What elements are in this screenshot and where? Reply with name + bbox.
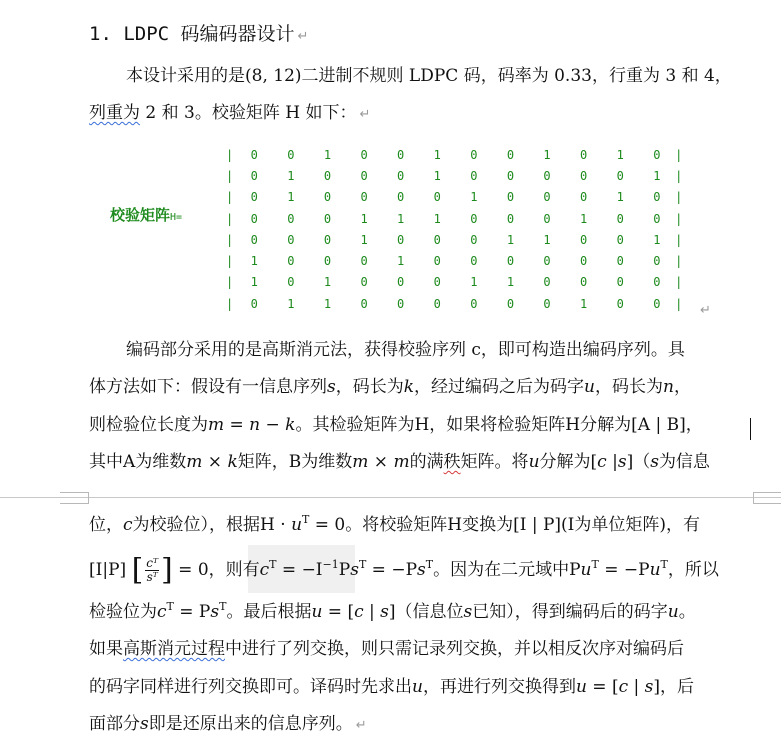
matrix-cell: 1	[433, 211, 441, 226]
text-run: 。其检验矩阵为H，如果将检验矩阵H分解为[A | B]，	[295, 415, 703, 435]
matrix-cell: 0	[616, 211, 624, 226]
text-run: = −P	[598, 560, 650, 580]
text-run: n	[663, 377, 674, 397]
matrix-cell: 1	[580, 296, 588, 311]
text-run: 体方法如下：假设有一信息序列	[89, 377, 327, 397]
matrix-cell: 0	[653, 211, 661, 226]
matrix-cell: 0	[433, 190, 441, 205]
matrix-cell: 1	[360, 211, 368, 226]
parity-check-matrix	[226, 144, 685, 314]
text-run: u	[580, 560, 592, 580]
matrix-cell: 0	[616, 254, 624, 269]
matrix-cell: 0	[433, 275, 441, 290]
matrix-cell: 0	[470, 211, 478, 226]
matrix-cell: 0	[287, 254, 295, 269]
heading-text: 1. LDPC 码编码器设计	[89, 23, 295, 45]
matrix-label-suffix: H=	[170, 212, 183, 223]
matrix-bar-left: |	[226, 232, 234, 247]
spell-check-underline[interactable]: 高斯消元过程	[123, 639, 225, 659]
text-run: u	[584, 377, 595, 397]
matrix-cell: 0	[250, 190, 258, 205]
matrix-cell: 0	[543, 190, 551, 205]
text-run: 即是还原出来的信息序列。	[148, 714, 353, 734]
para2-line3	[89, 414, 703, 436]
text-run: m × m	[352, 452, 410, 472]
matrix-cell: 0	[580, 275, 588, 290]
text-run: 分解为[	[539, 452, 598, 472]
text-run: c	[618, 677, 629, 697]
matrix-bar-left: |	[226, 296, 234, 311]
matrix-cell: 1	[543, 232, 551, 247]
matrix-bar-left: |	[226, 211, 234, 226]
matrix-cell: 0	[506, 296, 515, 311]
text-run: c	[123, 515, 133, 535]
text-run: [I|P]	[89, 560, 132, 580]
matrix-bar-right: |	[675, 168, 683, 183]
text-run: 。	[678, 602, 696, 622]
text-run: = −I	[276, 560, 323, 580]
text-run: s	[650, 452, 659, 472]
text-run: ，再进行列交换得到	[422, 677, 576, 697]
matrix-row	[226, 165, 685, 186]
matrix-bar-left: |	[226, 190, 234, 205]
matrix-cell: 0	[470, 232, 478, 247]
matrix-cell: 0	[470, 296, 478, 311]
text-run: = 0。将校验矩阵H变换为[I | P](I为单位矩阵)，有	[309, 515, 701, 535]
matrix-cell: 1	[433, 168, 441, 183]
matrix-row	[226, 229, 685, 250]
para2-line8	[89, 638, 684, 660]
matrix-cell: 0	[506, 254, 515, 269]
matrix-cell: 0	[616, 296, 624, 311]
matrix-cell: 0	[323, 254, 332, 269]
matrix-cell: 1	[250, 254, 258, 269]
matrix-cell: 1	[323, 296, 332, 311]
matrix-cell: 1	[653, 168, 661, 183]
spell-check-underline-red[interactable]: 秩	[443, 452, 461, 472]
page-corner-mark-right	[753, 492, 781, 504]
text-run: ，	[673, 377, 691, 397]
matrix-cell: 0	[287, 147, 295, 162]
text-run: m = n − k	[208, 415, 296, 435]
text-run: T	[591, 558, 599, 571]
matrix-row	[226, 144, 685, 165]
matrix-cell: 0	[470, 168, 478, 183]
matrix-cell: 0	[543, 168, 551, 183]
matrix-cell: 1	[287, 168, 295, 183]
text-run: u	[412, 677, 423, 697]
matrix-row	[226, 272, 685, 293]
matrix-cell: 1	[543, 147, 551, 162]
matrix-cell: 1	[287, 296, 295, 311]
matrix-cell: 0	[616, 232, 624, 247]
matrix-cell: 0	[580, 168, 588, 183]
text-run: u	[291, 515, 303, 535]
matrix-cell: 1	[360, 232, 368, 247]
matrix-cell: 0	[287, 275, 295, 290]
text-run: sᵀ	[146, 570, 158, 584]
text-run: T	[219, 600, 227, 613]
matrix-cell: 1	[323, 275, 332, 290]
matrix-cell: 0	[250, 296, 258, 311]
text-run: u	[649, 560, 661, 580]
matrix-bar-right: |	[675, 232, 683, 247]
text-run: −1	[322, 558, 339, 571]
text-run: |	[606, 452, 618, 472]
matrix-cell: 0	[506, 168, 515, 183]
text-run: 检验位为	[89, 602, 157, 622]
matrix-cell: 1	[433, 147, 441, 162]
text-run: = P	[173, 602, 211, 622]
matrix-cell: 0	[250, 211, 258, 226]
matrix-cell: 1	[470, 190, 478, 205]
text-run: s	[644, 677, 654, 697]
text-run: 已知），得到编码后的码字	[472, 602, 668, 622]
section-heading	[89, 19, 308, 46]
para2-line1: 编码部分采用的是高斯消元法，获得校验序列 c，即可构造出编码序列。具	[126, 340, 685, 360]
matrix-cell: 0	[250, 147, 258, 162]
matrix-cell: 0	[360, 254, 368, 269]
matrix-bar-left: |	[226, 254, 234, 269]
matrix-bar-right: |	[675, 296, 683, 311]
matrix-bar-right: |	[675, 211, 683, 226]
text-run: 的码字同样进行列交换即可。译码时先求出	[89, 677, 412, 697]
text-run: = [	[586, 677, 619, 697]
paragraph-mark-icon: ↵	[359, 107, 371, 122]
matrix-cell: 0	[360, 147, 368, 162]
text-run: = −P	[366, 560, 418, 580]
matrix-bar-left: |	[226, 275, 234, 290]
text-run: ]（	[626, 452, 651, 472]
matrix-row	[226, 208, 685, 229]
text-run: T	[425, 558, 434, 571]
text-run: c	[597, 452, 607, 472]
text-run: = [	[322, 602, 355, 622]
matrix-cell: 0	[616, 275, 624, 290]
matrix-cell: 0	[360, 168, 368, 183]
matrix-cell: 0	[653, 254, 661, 269]
matrix-cell: 0	[250, 232, 258, 247]
text-run: m × k	[186, 452, 238, 472]
matrix-cell: 1	[506, 275, 515, 290]
text-run: |	[628, 677, 645, 697]
text-run: T	[166, 600, 174, 613]
matrix-cell: 0	[397, 168, 405, 183]
text-run: = 0，则有	[172, 560, 260, 580]
text-run: s	[380, 602, 389, 622]
text-run: ，所以	[667, 560, 719, 580]
matrix-cell: 0	[470, 254, 478, 269]
para2-line6: [I|P] [ $\frac{\text{cᵀ}}{\text{sᵀ}}$ ] = 0，则有$c^T = -I^{-1}Ps^T = -Ps^T$。因为在二元域中$Pu^T = -Pu^T$，所以	[89, 552, 719, 588]
para1-line2	[89, 102, 370, 126]
text-run: s	[140, 714, 149, 734]
matrix-cell: 0	[397, 190, 405, 205]
text-run: 如果	[89, 639, 123, 659]
matrix-bar-left: |	[226, 168, 234, 183]
matrix-cell: 0	[543, 296, 551, 311]
matrix-cell: 0	[397, 296, 405, 311]
matrix-cell: 1	[323, 147, 332, 162]
matrix-cell: 0	[470, 147, 478, 162]
text-run: 的满	[409, 452, 444, 472]
matrix-cell: 0	[397, 275, 405, 290]
matrix-cell: 0	[580, 232, 588, 247]
matrix-cell: 0	[580, 147, 588, 162]
matrix-cell: 0	[360, 190, 368, 205]
text-run: s	[350, 560, 359, 580]
matrix-cell: 0	[397, 147, 405, 162]
text-run: s	[463, 602, 473, 622]
text-run: u	[528, 452, 540, 472]
paragraph-mark-icon: ↵	[297, 29, 309, 44]
text-run: s	[617, 452, 627, 472]
text-run: ]（信息位	[388, 602, 464, 622]
fraction	[145, 557, 159, 584]
matrix-cell: 0	[323, 232, 332, 247]
matrix-bar-right: |	[675, 275, 683, 290]
text-run: T	[358, 558, 367, 571]
text-run: s	[417, 560, 426, 580]
text-run: 。最后根据	[226, 602, 312, 622]
matrix-cell: 0	[360, 275, 368, 290]
text-run: c	[259, 560, 270, 580]
para1-line2-text: 2 和 3。校验矩阵 H 如下：	[140, 103, 357, 123]
para2-line5	[89, 514, 700, 536]
matrix-cell: 0	[543, 254, 551, 269]
text-run: 。因为在二元域中P	[433, 560, 581, 580]
paragraph-mark-icon: ↵	[355, 718, 367, 733]
matrix-cell: 0	[580, 190, 588, 205]
matrix-cell: 0	[397, 232, 405, 247]
matrix-cell: 0	[580, 254, 588, 269]
matrix-cell: 0	[616, 168, 624, 183]
matrix-cell: 0	[653, 275, 661, 290]
matrix-cell: 0	[506, 190, 515, 205]
text-run: 位，	[89, 515, 123, 535]
matrix-bar-right: |	[675, 147, 683, 162]
text-run: T	[660, 558, 668, 571]
text-run: 则检验位长度为	[89, 415, 208, 435]
text-run: c	[354, 602, 364, 622]
para2-line10	[89, 713, 367, 737]
text-run: ，码长为	[595, 377, 663, 397]
matrix-bar-right: |	[675, 254, 683, 269]
matrix-cell: 1	[397, 211, 405, 226]
matrix-cell: 1	[616, 190, 624, 205]
matrix-cell: 0	[323, 211, 332, 226]
text-run: cᵀ	[146, 556, 159, 570]
text-run: u	[667, 602, 679, 622]
text-run: 矩阵。将	[460, 452, 529, 472]
para2-line4	[89, 451, 710, 473]
text-run: T	[302, 513, 310, 526]
para2-line2	[89, 376, 691, 398]
text-run: 为校验位），根据H ·	[132, 515, 292, 535]
matrix-cell: 0	[543, 275, 551, 290]
matrix-cell: 0	[433, 254, 441, 269]
matrix-cell: 1	[397, 254, 405, 269]
text-run: 其中A为维数	[89, 452, 187, 472]
text-run: 为信息	[658, 452, 710, 472]
matrix-cell: 0	[287, 232, 295, 247]
text-run: |	[363, 602, 381, 622]
matrix-cell: 0	[250, 168, 258, 183]
text-run: T	[269, 558, 277, 571]
text-run: 中进行了列交换，则只需记录列交换，并以相反次序对编码后	[225, 639, 684, 659]
matrix-cell: 0	[433, 232, 441, 247]
matrix-cell: 1	[250, 275, 258, 290]
page-corner-mark-left	[60, 492, 89, 504]
text-run: ，经过编码之后为码字	[414, 377, 585, 397]
matrix-cell: 0	[653, 296, 661, 311]
text-run: 矩阵，B为维数	[237, 452, 353, 472]
matrix-cell: 0	[323, 168, 332, 183]
para2-line7	[89, 601, 696, 623]
para2-line9	[89, 676, 694, 698]
matrix-cell: 0	[287, 211, 295, 226]
text-run: u	[575, 677, 587, 697]
paragraph-mark-icon: ↵	[700, 303, 711, 318]
text-run: 面部分	[89, 714, 140, 734]
matrix-cell: 1	[470, 275, 478, 290]
matrix-label-text: 校验矩阵	[110, 206, 171, 224]
matrix-label	[110, 204, 182, 225]
matrix-cell: 0	[506, 211, 515, 226]
para1-line1: 本设计采用的是(8, 12)二进制不规则 LDPC 码，码率为 0.33，行重为 3 和 4，	[126, 66, 732, 86]
matrix-cell: 0	[653, 190, 661, 205]
text-run: s	[327, 377, 336, 397]
matrix-bar-left: |	[226, 147, 234, 162]
text-run: P	[338, 560, 351, 580]
matrix-cell: 1	[506, 232, 515, 247]
text-run: ，码长为	[335, 377, 404, 397]
text-run: k	[403, 377, 415, 397]
text-run: c	[157, 602, 167, 622]
matrix-cell: 0	[323, 190, 332, 205]
page-break-line	[0, 497, 781, 498]
matrix-cell: 0	[653, 147, 661, 162]
text-run: s	[210, 602, 220, 622]
spell-check-underline[interactable]: 列重为	[89, 103, 140, 123]
matrix-cell: 0	[543, 211, 551, 226]
matrix-row	[226, 250, 685, 271]
matrix-cell: 0	[506, 147, 515, 162]
matrix-row	[226, 187, 685, 208]
matrix-cell: 0	[360, 296, 368, 311]
matrix-row	[226, 293, 685, 314]
matrix-bar-right: |	[675, 190, 683, 205]
matrix-cell: 1	[580, 211, 588, 226]
matrix-cell: 1	[287, 190, 295, 205]
matrix-cell: 1	[616, 147, 624, 162]
text-run: u	[311, 602, 323, 622]
text-cursor	[750, 418, 751, 440]
matrix-cell: 1	[653, 232, 661, 247]
text-run: ]，后	[653, 677, 695, 697]
matrix-cell: 0	[433, 296, 441, 311]
